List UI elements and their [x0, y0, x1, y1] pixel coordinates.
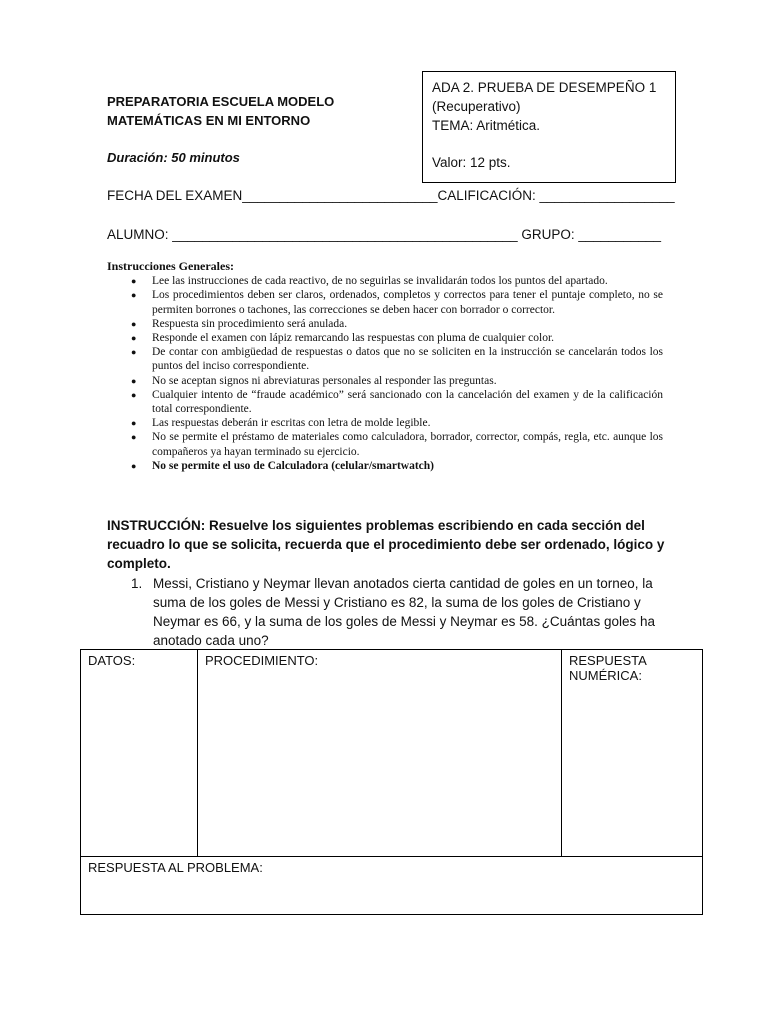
main-instruction: INSTRUCCIÓN: Resuelve los siguientes problemas escribiendo en cada sección del recuadro lo que se solicita, recuerda que el procedimiento debe ser ordenado, lógico y completo.: [107, 518, 665, 571]
instruction-item: ● Las respuestas deberán ir escritas con letra de molde legible.: [131, 417, 431, 430]
general-instructions: [107, 259, 663, 473]
exam-duration: Duración: 50 minutos: [107, 150, 240, 165]
exam-info-box: [422, 71, 676, 183]
data-cell[interactable]: [81, 650, 198, 857]
bullet-icon: ●: [131, 460, 137, 471]
bullet-icon: ●: [131, 418, 137, 429]
bullet-icon: ●: [131, 276, 137, 287]
numeric-answer-cell[interactable]: [562, 650, 703, 857]
instruction-item: ● Cualquier intento de “fraude académico” será sancionado con la cancelación del examen y de la calificación total correspondiente.: [131, 388, 663, 416]
numeric-answer-label: RESPUESTA NUMÉRICA:: [569, 653, 647, 683]
bullet-icon: ●: [131, 347, 137, 358]
instruction-item: ● No se permite el uso de Calculadora (celular/smartwatch): [131, 459, 435, 472]
problem-number: 1.: [131, 576, 143, 591]
procedure-label: PROCEDIMIENTO:: [205, 653, 319, 668]
final-answer-cell[interactable]: [81, 857, 703, 915]
instruction-item: ● De contar con ambigüedad de respuestas o datos que no se soliciten en la instrucción se cancelarán todos los puntos del inciso correspondiente.: [131, 346, 663, 373]
exam-topic: TEMA: Aritmética.: [432, 118, 541, 133]
problem-text: Messi, Cristiano y Neymar llevan anotados cierta cantidad de goles en un torneo, la suma de los goles de Messi y Cristiano es 82, la suma de los goles de Cristiano y Neymar es 66, y la suma de los goles de Messi y Neymar es 58. ¿Cuántas goles ha anotado cada uno?: [153, 576, 655, 648]
bullet-icon: ●: [131, 389, 137, 400]
instruction-item: ● No se permite el préstamo de materiales como calculadora, borrador, corrector, compás, regla, etc. aunque los compañeros ya hayan terminado su ejercicio.: [131, 431, 663, 458]
date-grade-field[interactable]: FECHA DEL EXAMEN__________________________CALIFICACIÓN: __________________: [107, 188, 675, 203]
instruction-item: ● No se aceptan signos ni abreviaturas personales al responder las preguntas.: [131, 374, 497, 387]
answer-table: [80, 649, 703, 915]
exam-type: (Recuperativo): [432, 99, 521, 114]
student-group-field[interactable]: ALUMNO: ______________________________________________ GRUPO: ___________: [107, 227, 661, 242]
bullet-icon: ●: [131, 432, 137, 443]
exam-value: Valor: 12 pts.: [432, 155, 511, 170]
exam-title: ADA 2. PRUEBA DE DESEMPEÑO 1: [432, 80, 657, 95]
subject-name: MATEMÁTICAS EN MI ENTORNO: [107, 113, 311, 128]
data-label: DATOS:: [88, 653, 136, 668]
bullet-icon: ●: [131, 333, 137, 344]
instruction-item: ● Lee las instrucciones de cada reactivo, de no seguirlas se invalidarán todos los puntos del apartado.: [131, 275, 608, 288]
procedure-cell[interactable]: [198, 650, 562, 857]
instruction-item: ● Responde el examen con lápiz remarcando las respuestas con pluma de cualquier color.: [131, 332, 555, 345]
school-name: PREPARATORIA ESCUELA MODELO: [107, 94, 335, 109]
final-answer-label: RESPUESTA AL PROBLEMA:: [88, 860, 263, 875]
instructions-title: Instrucciones Generales:: [107, 259, 234, 273]
problem-1: [127, 574, 672, 650]
bullet-icon: ●: [131, 375, 137, 386]
instruction-item: ● Respuesta sin procedimiento será anulada.: [131, 317, 348, 330]
instructions-list: [107, 274, 663, 473]
instruction-item: ● Los procedimientos deben ser claros, ordenados, completos y correctos para tener el puntaje completo, no se permiten borrones o tachones, las correcciones se deben hacer con borrador o corrector.: [131, 289, 663, 316]
bullet-icon: ●: [131, 318, 137, 329]
bullet-icon: ●: [131, 290, 137, 301]
